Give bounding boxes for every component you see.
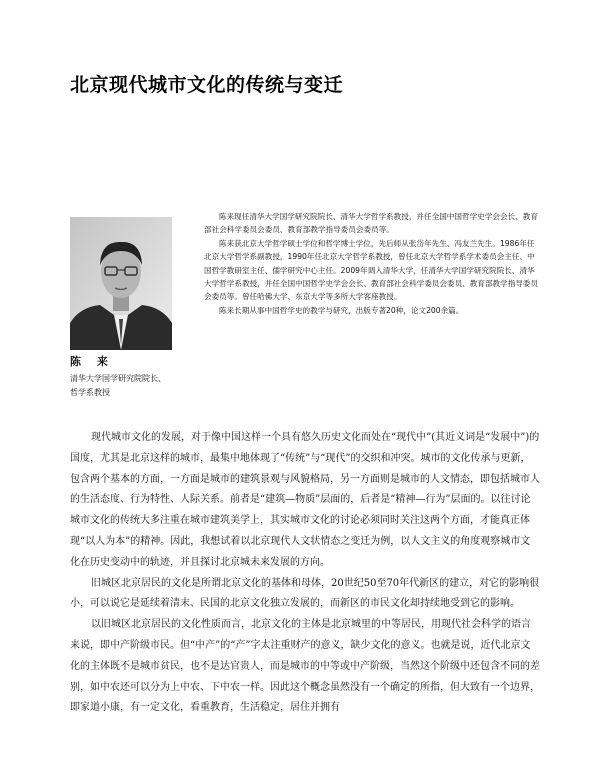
author-affiliation: [70, 372, 195, 400]
author-photo: [70, 217, 172, 350]
bio-paragraph: 陈来现任清华大学国学研究院院长、清华大学哲学系教授，并任全国中国哲学史学会会长、教育部社会科学委员会委员、教育部教学指导委员会委员等。: [204, 212, 538, 235]
article-body: [70, 428, 540, 719]
affiliation-line: 哲学系教授: [70, 388, 110, 397]
article-title: 北京现代城市文化的传统与变迁: [70, 74, 344, 96]
affiliation-line: 清华大学国学研究院院长、: [70, 374, 166, 383]
bio-paragraph: 陈来获北京大学哲学硕士学位和哲学博士学位，先后师从张岱年先生、冯友兰先生。1986年任北京大学哲学系副教授，1990年任北京大学哲学系教授，曾任北京大学哲学系学术委员会主任、中国哲学教研室主任、儒学研究中心主任。2009年调入清华大学，任清华大学国学研究院院长、清华大学哲学系教授，并任全国中国哲学史学会会长、教育部社会科学委员会委员、教育部教学指导委员会委员等。曾任哈佛大学、东京大学等多所大学客座教授。: [204, 238, 539, 302]
bio-paragraph: 陈来长期从事中国哲学史的教学与研究，出版专著20种，论文200余篇。: [219, 305, 464, 315]
body-paragraph: 旧城区北京居民的文化是所谓北京文化的基体和母体，20世纪50至70年代新区的建立，对它的影响很小，可以说它是延续着清末、民国的北京文化独立发展的，而新区的市民文化却持续地受到它的影响。: [70, 577, 540, 610]
body-paragraph: 以旧城区北京居民的文化性质而言，北京文化的主体是北京城里的中等居民，用现代社会科学的语言来说，即中产阶级市民。但“中产”的“产”字太注重财产的意义，缺少文化的意义。也就是说，近代北京文化的主体既不是城市贫民，也不是达官贵人，而是城市的中等或中产阶级，当然这个阶级中还包含不同的差别，如中农还可以分为上中农、下中农一样。因此这个概念虽然没有一个确定的所指，但大致有一个边界，即家道小康，有一定文化，看重教育，生活稳定，居住并拥有: [70, 619, 540, 714]
author-name: 陈 来: [70, 355, 114, 368]
body-paragraph: 现代城市文化的发展，对于像中国这样一个具有悠久历史文化而处在“现代中”(其近义词是“发展中”)的国度，尤其是北京这样的城市，最集中地体现了“传统”与“现代”的交织和冲突。城市的文化传承与更新，包含两个基本的方面，一方面是城市的建筑景观与风貌格局，另一方面则是城市的人文情态，即包括城市人的生活态度、行为特性、人际关系。前者是“建筑—物质”层面的，后者是“精神—行为”层面的。以往讨论城市文化的传统大多注重在城市建筑美学上，其实城市文化的讨论必须同时关注这两个方面，才能真正体现“以人为本”的精神。因此，我想试着以北京现代人文状情态之变迁为例，以人文主义的角度观察城市文化在历史变动中的轨迹，并且探讨北京城未来发展的方向。: [70, 432, 540, 568]
author-bio: [204, 210, 540, 317]
